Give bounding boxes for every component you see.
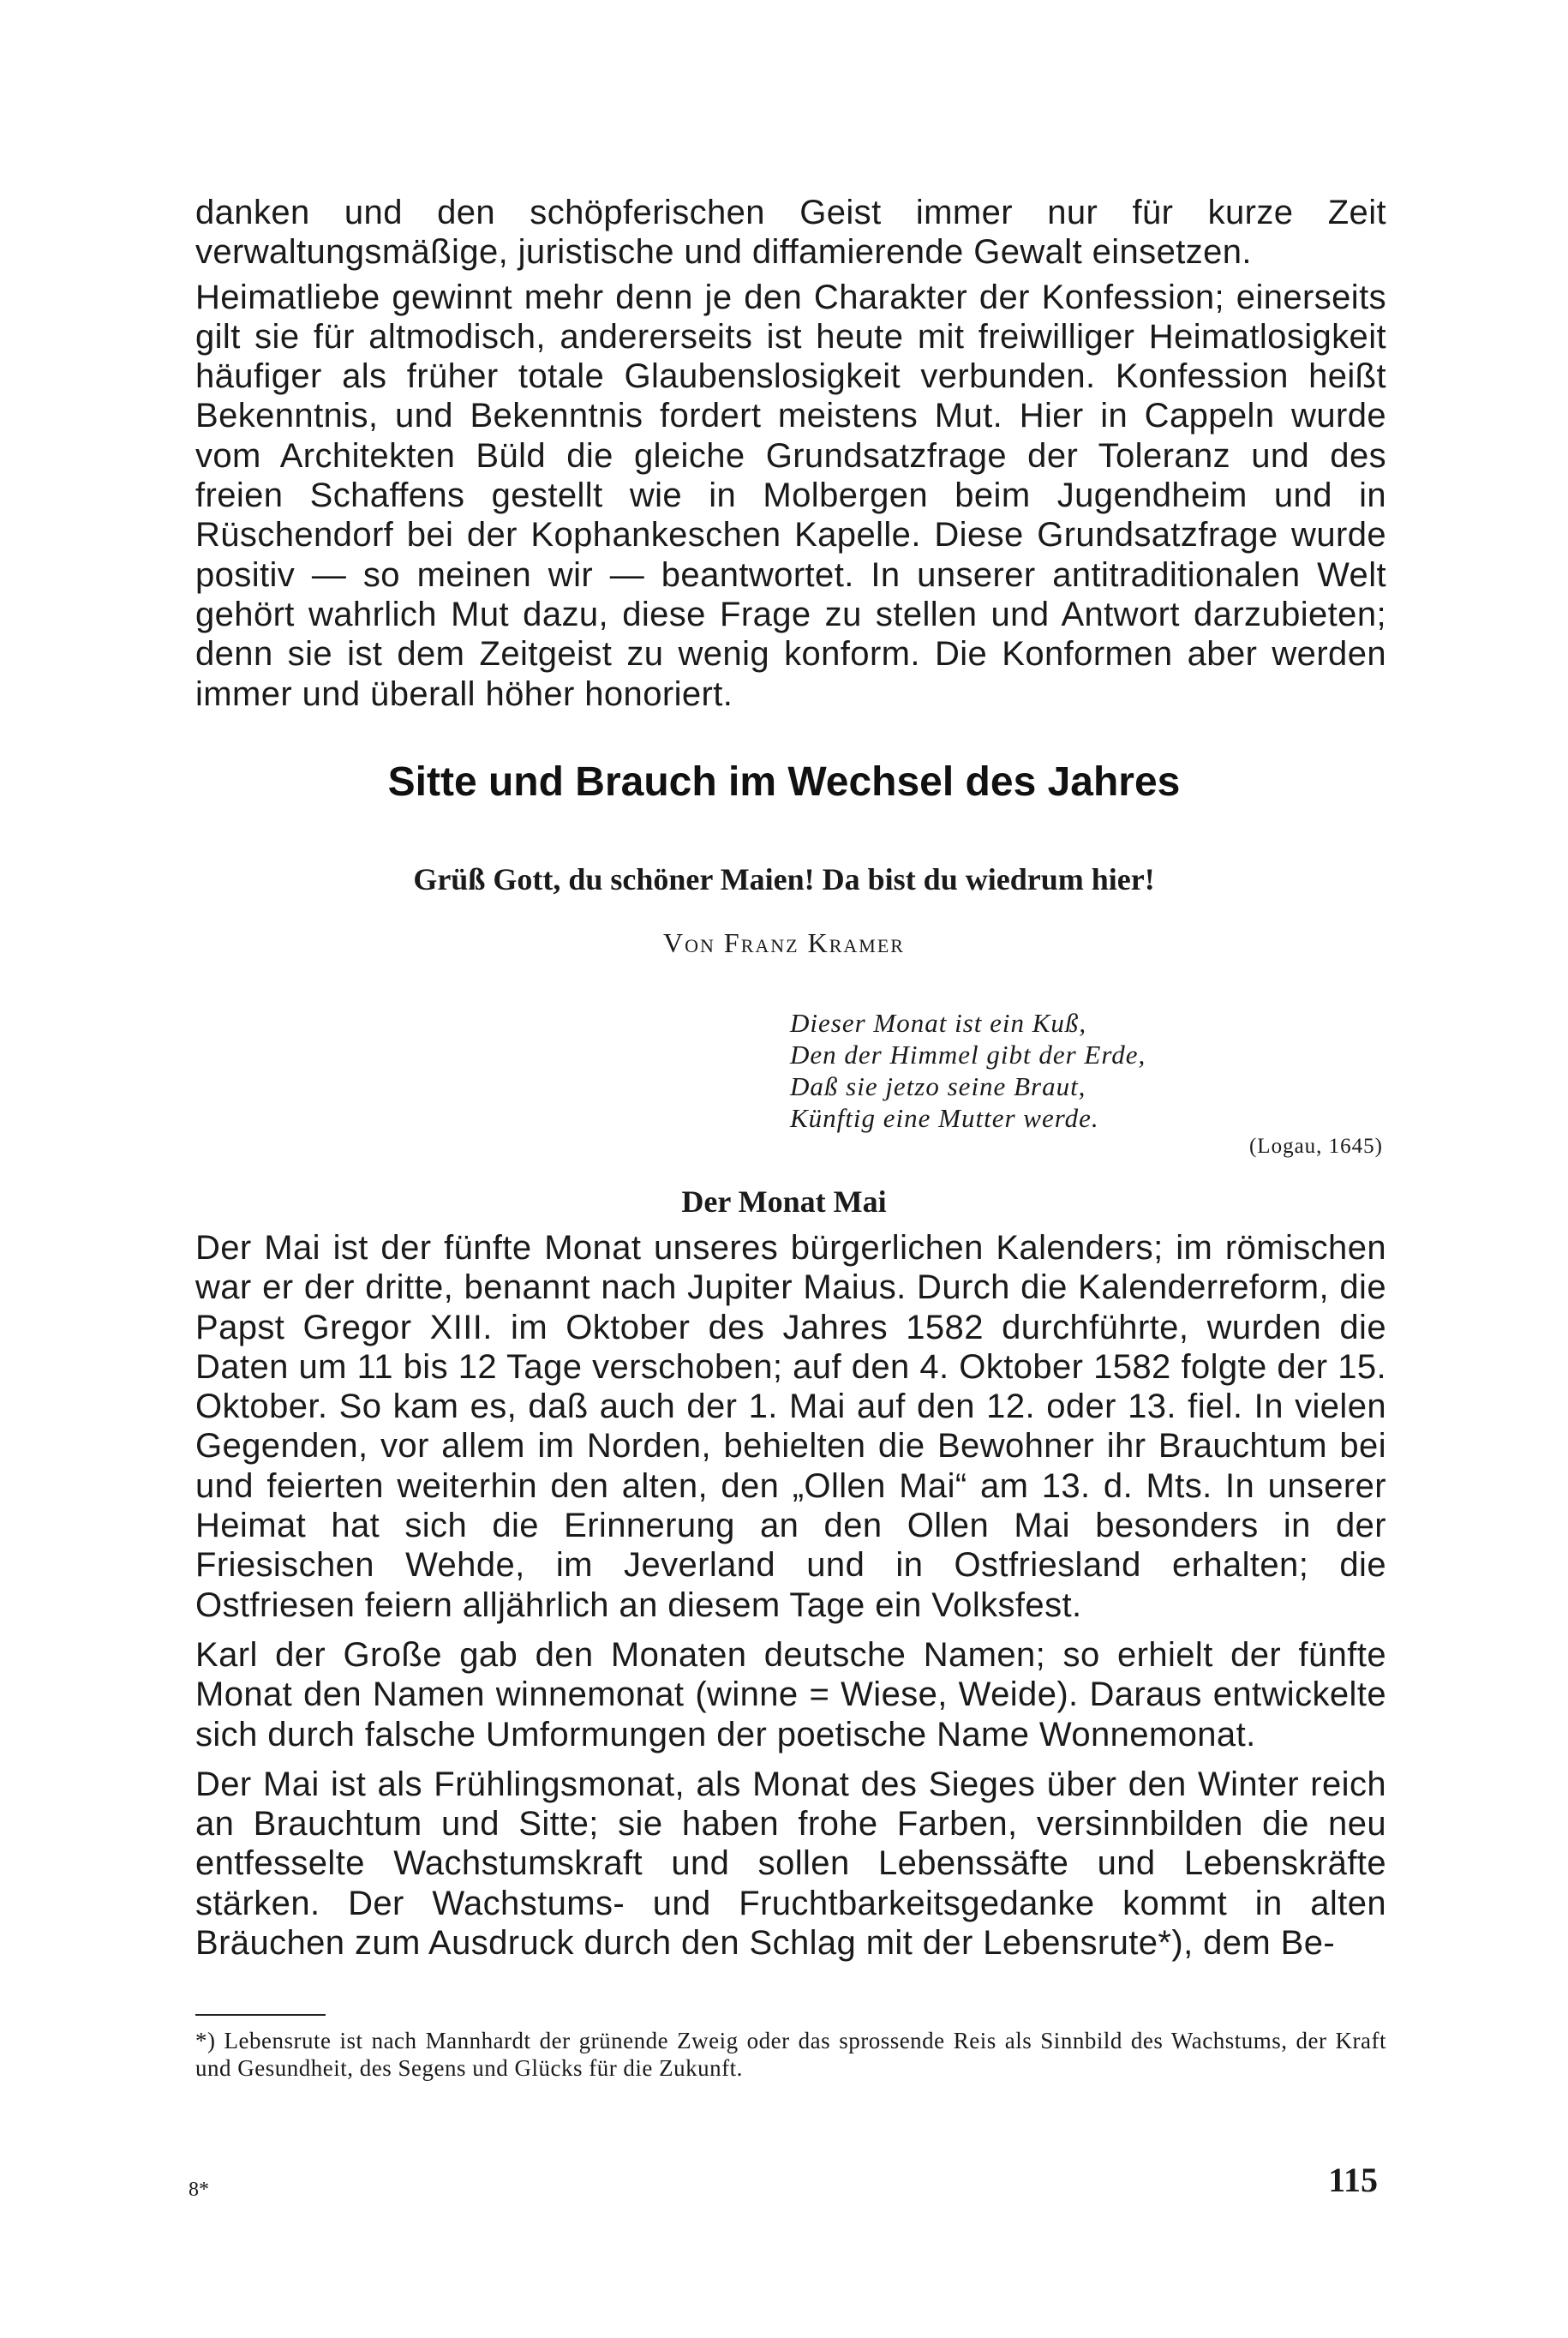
- section-heading: Der Monat Mai: [681, 1184, 887, 1219]
- epigraph-attribution: (Logau, 1645): [1248, 1135, 1383, 1158]
- epigraph-line: Den der Himmel gibt der Erde,: [790, 1040, 1146, 1070]
- article-body: [195, 1228, 1386, 1963]
- epigraph-line: Künftig eine Mutter werde.: [790, 1103, 1099, 1133]
- article-byline: Von Franz Kramer: [663, 927, 905, 958]
- article-title: Sitte und Brauch im Wechsel des Jahres: [387, 759, 1181, 805]
- paragraph-karl-der-grosse: Karl der Große gab den Monaten deutsche Namen; so erhielt der fünfte Monat den Namen winnemonat (winne = Wiese, Weide). Daraus entwickelte sich durch falsche Umformungen der poetische Name Wonnemonat.: [195, 1635, 1386, 1754]
- continued-text-block: [195, 193, 1386, 714]
- paragraph-continued: danken und den schöpferischen Geist immer nur für kurze Zeit verwaltungsmäßige, juristische und diffamierende Gewalt einsetzen.: [195, 194, 1386, 272]
- paragraph-monat-mai: Der Mai ist der fünfte Monat unseres bürgerlichen Kalenders; im römischen war er der dritte, benannt nach Jupiter Maius. Durch die Kalenderreform, die Papst Gregor XIII. im Oktober des Jahres 1582 durchführte, wurden die Daten um 11 bis 12 Tage verschoben; auf den 4. Oktober 1582 folgte der 15. Oktober. So kam es, daß auch der 1. Mai auf den 12. oder 13. fiel. In vielen Gegenden, vor allem im Norden, behielten die Bewohner ihr Brauchtum bei und feierten weiterhin den alten, den „Ollen Mai“ am 13. d. Mts. In unserer Heimat hat sich die Erinnerung an den Ollen Mai besonders in der Friesischen Wehde, im Jeverland und in Ostfriesland erhalten; die Ostfriesen feiern alljährlich an diesem Tage ein Volksfest.: [195, 1229, 1386, 1624]
- footnote: *) Lebensrute ist nach Mannhardt der grünende Zweig oder das sprossende Reis als Sinnbild des Wachstums, der Kraft und Gesundheit, des Segens und Glücks für die Zukunft.: [195, 2028, 1386, 2081]
- paragraph-fruehlingsmonat: Der Mai ist als Frühlingsmonat, als Monat des Sieges über den Winter reich an Brauchtum und Sitte; sie haben frohe Farben, versinnbilden die neu entfesselte Wachstumskraft und sollen Lebenssäfte und Lebenskräfte stärken. Der Wachstums- und Fruchtbarkeitsgedanke kommt in alten Bräuchen zum Ausdruck durch den Schlag mit der Lebensrute*), dem Be-: [195, 1765, 1386, 1963]
- footnote-divider: [195, 2014, 326, 2016]
- epigraph-poem: [790, 1007, 1146, 1134]
- page-number: 115: [1328, 2161, 1378, 2199]
- article-subtitle: Grüß Gott, du schöner Maien! Da bist du wiedrum hier!: [413, 862, 1155, 896]
- signature-mark: 8*: [189, 2179, 209, 2201]
- paragraph-heimatliebe: Heimatliebe gewinnt mehr denn je den Charakter der Konfession; einerseits gilt sie für altmodisch, andererseits ist heute mit freiwilliger Heimatlosigkeit häufiger als früher totale Glaubenslosigkeit verbunden. Konfession heißt Bekenntnis, und Bekenntnis fordert meistens Mut. Hier in Cappeln wurde vom Architekten Büld die gleiche Grundsatzfrage der Toleranz und des freien Schaffens gestellt wie in Molbergen beim Jugendheim und in Rüschendorf bei der Kophankeschen Kapelle. Diese Grundsatzfrage wurde positiv — so meinen wir — beantwortet. In unserer antitraditionalen Welt gehört wahrlich Mut dazu, diese Frage zu stellen und Antwort darzubieten; denn sie ist dem Zeitgeist zu wenig konform. Die Konformen aber werden immer und überall höher honoriert.: [195, 278, 1386, 713]
- epigraph-line: Dieser Monat ist ein Kuß,: [790, 1008, 1087, 1038]
- epigraph-line: Daß sie jetzo seine Braut,: [790, 1071, 1086, 1101]
